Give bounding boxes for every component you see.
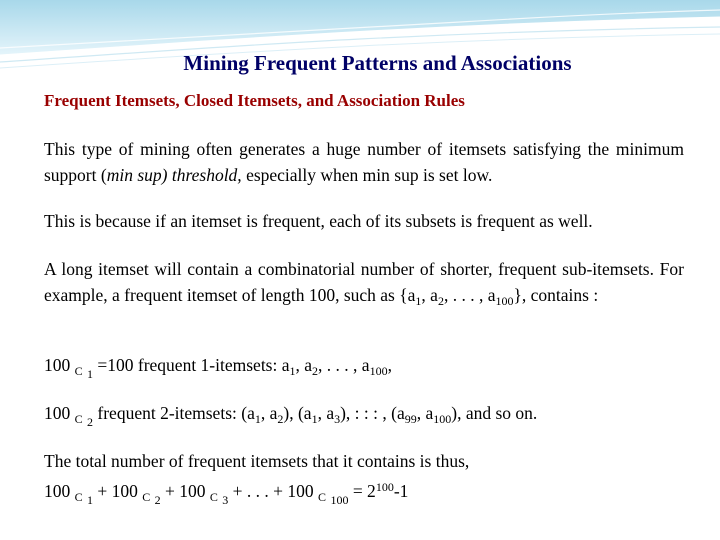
subscript: 99 — [404, 412, 417, 426]
formula-text: + 100 — [93, 481, 143, 501]
combination-symbol: C — [74, 364, 83, 378]
formula-text: -1 — [393, 481, 409, 501]
formula-text: 100 — [44, 481, 75, 501]
formula-text: frequent 2-itemsets: (a — [93, 403, 255, 423]
formula-text: , a — [317, 403, 335, 423]
paragraph-total-count — [44, 448, 684, 513]
paragraph-subsets: This is because if an itemset is frequent, each of its subsets is frequent as well. — [44, 211, 593, 231]
subscript: 1 — [87, 367, 94, 381]
subscript: 1 — [311, 412, 318, 426]
formula-line-2-itemsets — [44, 400, 684, 435]
para1-text-end: especially when min sup is set low. — [241, 165, 493, 185]
formula-text: 100 — [44, 355, 75, 375]
formula-text: =100 frequent 1-itemsets: a — [93, 355, 290, 375]
total-formula — [44, 474, 684, 513]
para3-text: }, contains : — [513, 285, 599, 305]
subscript: 2 — [437, 294, 444, 308]
para3-text: , . . . , a — [443, 285, 496, 305]
formula-line-1-itemsets — [44, 352, 684, 387]
subscript: 100 — [369, 364, 388, 378]
formula-text: = 2 — [348, 481, 376, 501]
formula-text: + 100 — [160, 481, 210, 501]
paragraph-min-support — [44, 136, 684, 188]
subscript: 3 — [334, 412, 341, 426]
slide-title: Mining Frequent Patterns and Associations — [183, 51, 572, 75]
subscript: 2 — [277, 412, 284, 426]
subscript: 1 — [289, 364, 296, 378]
subscript: 100 — [330, 493, 349, 507]
combination-symbol: C — [74, 490, 83, 504]
para1-italic: min sup) threshold, — [106, 165, 242, 185]
subscript: 2 — [87, 415, 94, 429]
paragraph-long-itemset — [44, 256, 684, 314]
formula-text: , . . . , a — [318, 355, 370, 375]
para4-text: The total number of frequent itemsets that it contains is thus, — [44, 451, 470, 471]
combination-symbol: C — [74, 412, 83, 426]
formula-text: 100 — [44, 403, 75, 423]
subscript: 1 — [415, 294, 422, 308]
section-subtitle: Frequent Itemsets, Closed Itemsets, and Association Rules — [44, 91, 465, 110]
formula-text: , a — [416, 403, 434, 423]
para3-text: A long itemset will contain a combinatorial number of shorter, frequent sub-itemsets. For example, a frequent itemset of length 100, such as {a — [44, 259, 684, 305]
formula-text: ), (a — [283, 403, 312, 423]
para1-text: This type of mining often generates a huge number of itemsets satisfying the minimum support ( — [44, 139, 684, 185]
subscript: 1 — [254, 412, 261, 426]
subscript: 3 — [222, 493, 229, 507]
formula-text: , — [387, 355, 392, 375]
subscript: 2 — [154, 493, 161, 507]
subscript: 1 — [87, 493, 94, 507]
formula-text: ), and so on. — [451, 403, 538, 423]
formula-text: ), : : : , (a — [340, 403, 405, 423]
formula-text: , a — [260, 403, 278, 423]
combination-symbol: C — [209, 490, 218, 504]
combination-symbol: C — [142, 490, 151, 504]
combination-symbol: C — [318, 490, 327, 504]
superscript: 100 — [375, 480, 394, 494]
subscript: 100 — [495, 294, 514, 308]
para3-text: , a — [421, 285, 438, 305]
subscript: 100 — [433, 412, 452, 426]
formula-text: , a — [295, 355, 313, 375]
subscript: 2 — [312, 364, 319, 378]
formula-text: + . . . + 100 — [228, 481, 319, 501]
